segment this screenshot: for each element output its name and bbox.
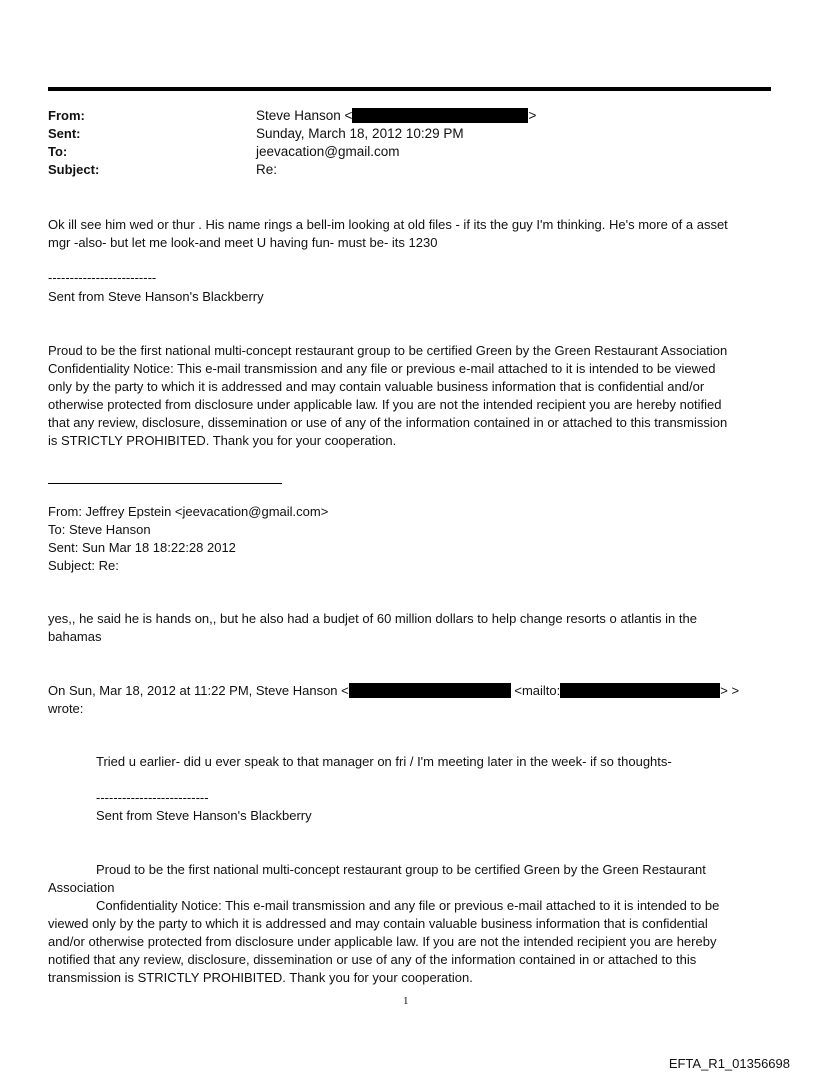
- quoted-sent: Sent: Sun Mar 18 18:22:28 2012: [48, 540, 236, 555]
- divider: [48, 483, 282, 484]
- reply-line-1: yes,, he said he is hands on,, but he also had a budjet of 60 million dollars to help change resorts o atlantis in the: [48, 611, 697, 626]
- inner-notice-line: Confidentiality Notice: This e-mail transmission and any file or previous e-mail attached to it is intended to be: [96, 898, 720, 913]
- inner-message: Tried u earlier- did u ever speak to that manager on fri / I'm meeting later in the week- if so thoughts-: [96, 754, 672, 769]
- notice-line: otherwise protected from disclosure under applicable law. If you are not the intended recipient you are hereby notified: [48, 397, 722, 412]
- body-line-2: mgr -also- but let me look-and meet U having fun- must be- its 1230: [48, 235, 438, 250]
- inner-notice-line: and/or otherwise protected from disclosure under applicable law. If you are not the intended recipient you are hereby: [48, 934, 717, 949]
- redaction-box: [349, 683, 511, 698]
- to-value: jeevacation@gmail.com: [256, 144, 400, 159]
- quoted-from: From: Jeffrey Epstein <jeevacation@gmail.com>: [48, 504, 329, 519]
- notice-line: only by the party to which it is addressed and may contain valuable business information that is confidential and/or: [48, 379, 705, 394]
- sent-label: Sent:: [48, 126, 81, 141]
- from-label: From:: [48, 108, 85, 123]
- redaction-box: [352, 108, 528, 123]
- inner-notice-line: transmission is STRICTLY PROHIBITED. Thank you for your cooperation.: [48, 970, 473, 985]
- subject-value: Re:: [256, 162, 278, 177]
- inner-notice-line: viewed only by the party to which it is addressed and may contain valuable business information that is confidential: [48, 916, 708, 931]
- attribution-prefix: On Sun, Mar 18, 2012 at 11:22 PM, Steve Hanson <: [48, 683, 349, 698]
- inner-proud-line-1: Proud to be the first national multi-concept restaurant group to be certified Green by the Green Restaurant: [96, 862, 706, 877]
- inner-notice-line: notified that any review, disclosure, dissemination or use of any of the information contained in or attached to this: [48, 952, 697, 967]
- from-value: [256, 107, 536, 125]
- top-rule: [48, 87, 771, 91]
- quoted-to: To: Steve Hanson: [48, 522, 151, 537]
- subject-label: Subject:: [48, 162, 100, 177]
- quoted-subject: Subject: Re:: [48, 558, 119, 573]
- document-id: EFTA_R1_01356698: [668, 1056, 790, 1071]
- attribution-line: [48, 682, 739, 700]
- signature: Sent from Steve Hanson's Blackberry: [48, 289, 264, 304]
- signature-dashes: -------------------------: [48, 270, 157, 285]
- notice-line: Confidentiality Notice: This e-mail transmission and any file or previous e-mail attached to it is intended to be viewed: [48, 361, 716, 376]
- to-label: To:: [48, 144, 68, 159]
- wrote-label: wrote:: [48, 701, 84, 716]
- mailto-prefix: <mailto:: [514, 683, 561, 698]
- attribution-suffix: > >: [720, 683, 740, 698]
- notice-line: Proud to be the first national multi-concept restaurant group to be certified Green by the Green Restaurant Association: [48, 343, 728, 358]
- notice-line: is STRICTLY PROHIBITED. Thank you for your cooperation.: [48, 433, 397, 448]
- inner-proud-line-2: Association: [48, 880, 115, 895]
- from-close: >: [528, 108, 537, 123]
- page-number: 1: [403, 995, 409, 1007]
- inner-signature: Sent from Steve Hanson's Blackberry: [96, 808, 312, 823]
- reply-line-2: bahamas: [48, 629, 102, 644]
- body-line-1: Ok ill see him wed or thur . His name rings a bell-im looking at old files - if its the guy I'm thinking. He's more of a asset: [48, 217, 728, 232]
- from-name: Steve Hanson <: [256, 108, 353, 123]
- inner-signature-dashes: --------------------------: [96, 790, 209, 805]
- redaction-box: [560, 683, 720, 698]
- notice-line: that any review, disclosure, dissemination or use of any of the information contained in or attached to this transmission: [48, 415, 728, 430]
- sent-value: Sunday, March 18, 2012 10:29 PM: [256, 126, 464, 141]
